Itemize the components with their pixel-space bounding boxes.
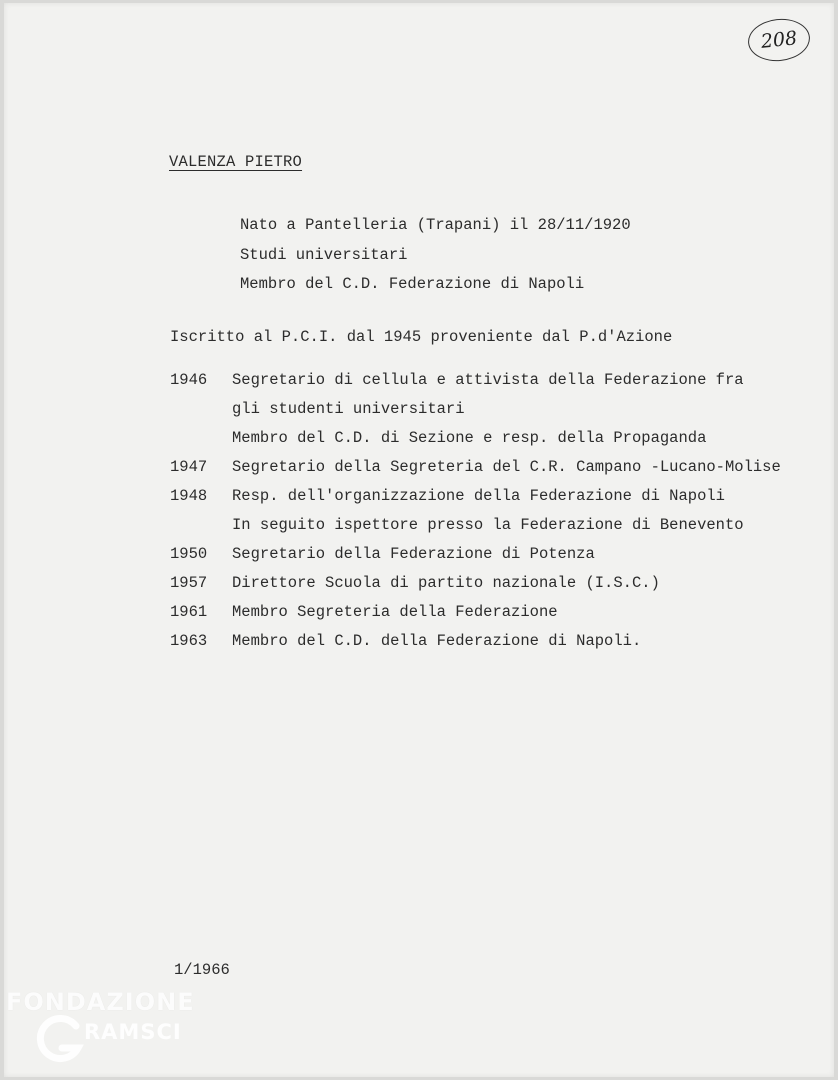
timeline-year: [170, 395, 232, 424]
timeline-year: 1957: [170, 574, 208, 592]
timeline-text: Membro del C.D. di Sezione e resp. della Propaganda: [232, 429, 707, 447]
timeline-row: [170, 598, 781, 627]
career-timeline: [170, 366, 781, 656]
timeline-year: [170, 424, 232, 453]
timeline-row: [170, 395, 781, 424]
document-date: 1/1966: [174, 961, 230, 979]
timeline-text: Segretario di cellula e attivista della Federazione fra: [232, 371, 744, 389]
watermark-line-2: RAMSCI: [84, 1020, 182, 1044]
personal-info: [240, 211, 631, 300]
timeline-row: [170, 540, 781, 569]
gramsci-g-logo-icon: [32, 1012, 88, 1068]
info-line: Nato a Pantelleria (Trapani) il 28/11/1920: [240, 216, 631, 234]
timeline-row: [170, 511, 781, 540]
info-line: Membro del C.D. Federazione di Napoli: [240, 275, 585, 293]
document-page: [4, 3, 834, 1077]
timeline-year: [170, 511, 232, 540]
person-name-title: VALENZA PIETRO: [169, 153, 303, 171]
timeline-text: Direttore Scuola di partito nazionale (I.S.C.): [232, 574, 660, 592]
page-number-stamp: 208: [746, 16, 812, 64]
timeline-year: 1950: [170, 545, 208, 563]
timeline-row: [170, 424, 781, 453]
timeline-text: gli studenti universitari: [232, 400, 465, 418]
fondazione-gramsci-watermark: [2, 988, 212, 1070]
timeline-row: [170, 569, 781, 598]
timeline-row: [170, 482, 781, 511]
timeline-text: Segretario della Segreteria del C.R. Campano -Lucano-Molise: [232, 458, 781, 476]
timeline-text: In seguito ispettore presso la Federazione di Benevento: [232, 516, 744, 534]
timeline-year: 1947: [170, 458, 208, 476]
timeline-year: 1946: [170, 371, 208, 389]
timeline-year: 1961: [170, 603, 208, 621]
timeline-text: Resp. dell'organizzazione della Federazione di Napoli: [232, 487, 725, 505]
party-membership-line: Iscritto al P.C.I. dal 1945 proveniente dal P.d'Azione: [170, 328, 673, 346]
timeline-text: Segretario della Federazione di Potenza: [232, 545, 595, 563]
timeline-text: Membro Segreteria della Federazione: [232, 603, 558, 621]
timeline-year: 1963: [170, 632, 208, 650]
timeline-row: [170, 453, 781, 482]
info-line: Studi universitari: [240, 245, 408, 264]
timeline-row: [170, 366, 781, 395]
timeline-row: [170, 627, 781, 656]
watermark-line-1: FONDAZIONE: [6, 988, 195, 1016]
timeline-year: 1948: [170, 487, 208, 505]
timeline-text: Membro del C.D. della Federazione di Napoli.: [232, 632, 642, 650]
